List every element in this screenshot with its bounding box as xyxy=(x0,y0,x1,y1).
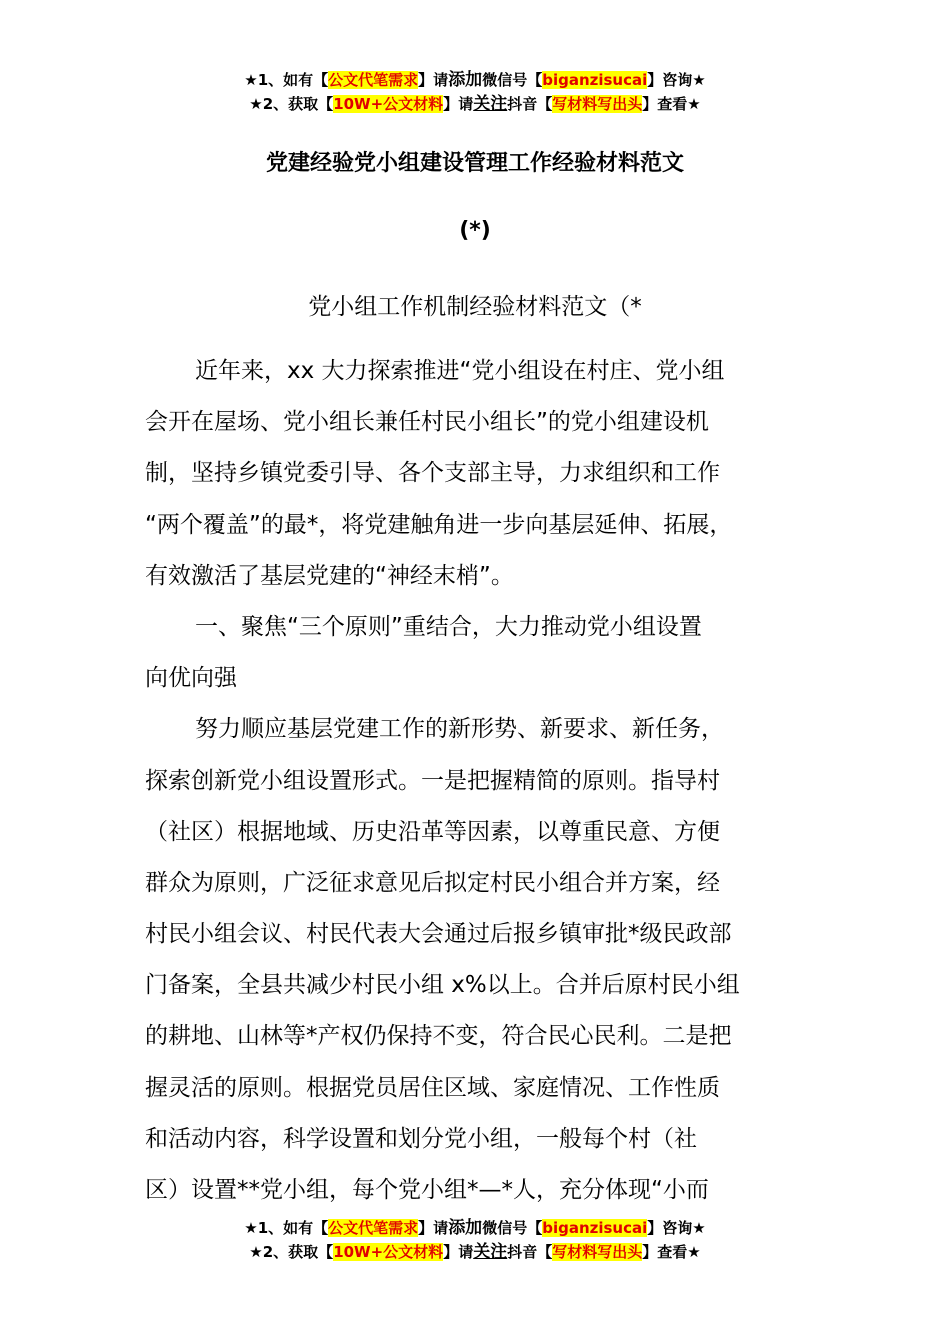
body-line: 村民小组会议、村民代表大会通过后报乡镇审批*级民政部 xyxy=(145,921,732,948)
banner-text: 】请 xyxy=(443,1243,474,1261)
banner-text: 】查看★ xyxy=(642,95,701,113)
body-line: 会开在屋场、党小组长兼任村民小组长”的党小组建设机 xyxy=(145,409,709,436)
banner-text: 】请 xyxy=(418,1219,449,1237)
banner-emphasis: 添加 xyxy=(448,70,483,90)
section-heading: 一、聚焦“三个原则”重结合，大力推动党小组设置 xyxy=(195,613,702,640)
banner-highlight: biganzisucai xyxy=(542,1219,648,1237)
body-line: 有效激活了基层党建的“神经末梢”。 xyxy=(145,562,514,589)
banner-line-2 xyxy=(0,92,950,116)
banner-highlight: biganzisucai xyxy=(542,71,648,89)
banner-line-1 xyxy=(0,68,950,92)
banner-text: 抖音【 xyxy=(507,95,553,113)
banner-text: 】请 xyxy=(418,71,449,89)
body-line: （社区）根据地域、历史沿革等因素，以尊重民意、方便 xyxy=(145,818,720,845)
banner-emphasis: 关注 xyxy=(473,1242,508,1262)
banner-highlight: 公文代笔需求 xyxy=(328,1219,419,1237)
body-line: 的耕地、山林等*产权仍保持不变，符合民心民利。二是把 xyxy=(145,1023,732,1050)
section-heading: 向优向强 xyxy=(145,665,237,692)
banner-text: 微信号【 xyxy=(482,1219,543,1237)
header-banner xyxy=(0,68,950,116)
document-body xyxy=(145,346,825,1216)
banner-text: 】咨询★ xyxy=(647,71,706,89)
body-line: 努力顺应基层党建工作的新形势、新要求、新任务， xyxy=(195,716,724,743)
document-title-suffix: (*) xyxy=(459,218,491,243)
banner-text: 】咨询★ xyxy=(647,1219,706,1237)
banner-text: 】查看★ xyxy=(642,1243,701,1261)
banner-highlight: 10W+公文材料 xyxy=(333,1243,444,1261)
banner-highlight: 写材料写出头 xyxy=(552,1243,643,1261)
banner-text: ★2、获取【 xyxy=(249,1243,334,1261)
banner-text: ★1、如有【 xyxy=(244,1219,329,1237)
banner-text: 抖音【 xyxy=(507,1243,553,1261)
body-line: 和活动内容，科学设置和划分党小组，一般每个村（社 xyxy=(145,1125,697,1152)
banner-emphasis: 添加 xyxy=(448,1218,483,1238)
banner-line-1 xyxy=(0,1216,950,1240)
footer-banner xyxy=(0,1216,950,1264)
document-subtitle: 党小组工作机制经验材料范文（* xyxy=(308,294,642,320)
body-line: 近年来，xx 大力探索推进“党小组设在村庄、党小组 xyxy=(195,358,725,384)
body-line: 门备案，全县共减少村民小组 x%以上。合并后原村民小组 xyxy=(145,972,740,999)
body-line: 握灵活的原则。根据党员居住区域、家庭情况、工作性质 xyxy=(145,1074,720,1101)
banner-highlight: 公文代笔需求 xyxy=(328,71,419,89)
banner-text: 微信号【 xyxy=(482,71,543,89)
banner-text: ★2、获取【 xyxy=(249,95,334,113)
banner-text: 】请 xyxy=(443,95,474,113)
body-line: “两个覆盖”的最*，将党建触角进一步向基层延伸、拓展， xyxy=(145,511,733,538)
body-line: 区）设置**党小组，每个党小组*—*人，充分体现“小而 xyxy=(145,1177,709,1203)
body-line: 制，坚持乡镇党委引导、各个支部主导，力求组织和工作 xyxy=(145,460,720,487)
banner-line-2 xyxy=(0,1240,950,1264)
banner-highlight: 10W+公文材料 xyxy=(333,95,444,113)
body-line: 探索创新党小组设置形式。一是把握精简的原则。指导村 xyxy=(145,767,720,794)
banner-emphasis: 关注 xyxy=(473,94,508,114)
banner-text: ★1、如有【 xyxy=(244,71,329,89)
banner-highlight: 写材料写出头 xyxy=(552,95,643,113)
body-line: 群众为原则，广泛征求意见后拟定村民小组合并方案，经 xyxy=(145,869,720,896)
document-title: 党建经验党小组建设管理工作经验材料范文 xyxy=(265,151,684,176)
